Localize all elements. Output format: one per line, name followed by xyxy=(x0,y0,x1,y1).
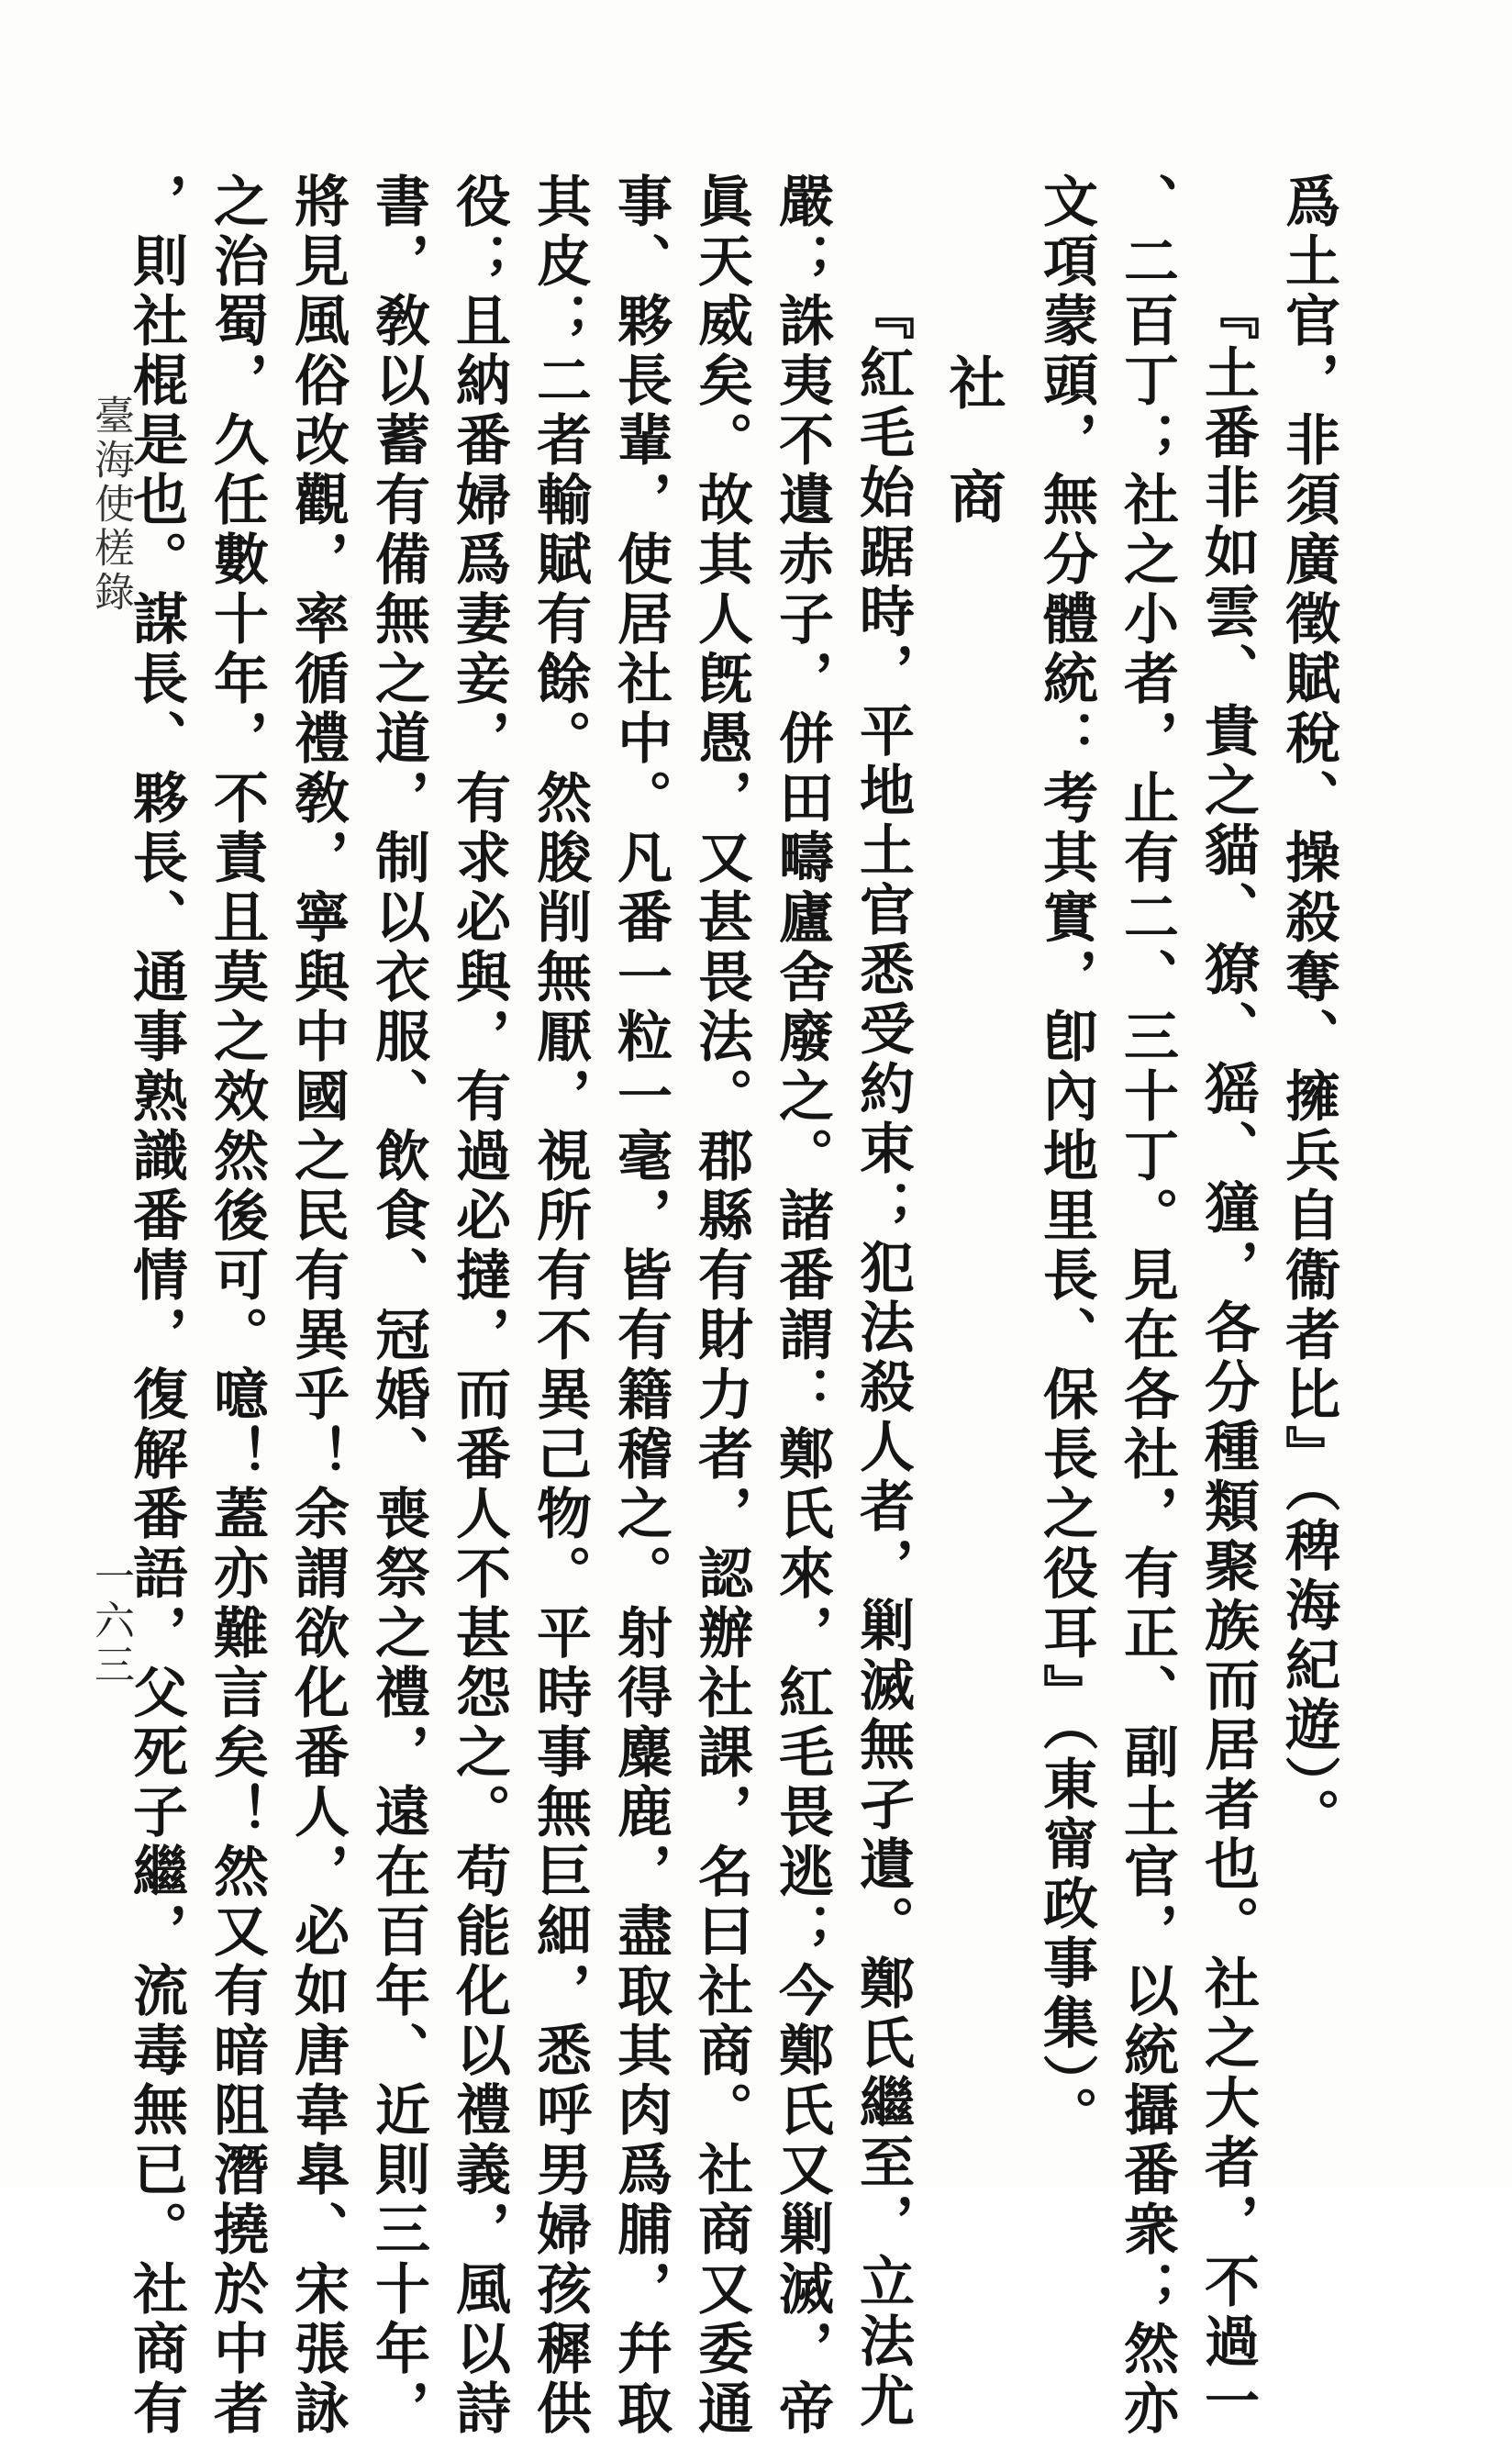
section-heading: 社商 xyxy=(939,353,1006,581)
text-column-7: 眞天威矣。故其人旣愚，又甚畏法。郡縣有財力者，認辦社課，名曰社商。社商又委通 xyxy=(689,173,753,2439)
text-column-1: 爲土官，非須廣徵賦稅、操殺奪、擁兵自衞者比』（稗海紀遊）。 xyxy=(1276,173,1340,1847)
running-title: 臺海使槎錄 xyxy=(87,395,134,615)
text-column-12: 將見風俗改觀，率循禮敎，寧與中國之民有異乎！余謂欲化番人，必如唐韋臯、宋張詠 xyxy=(285,173,350,2439)
text-column-14: ，則社棍是也。謀長、夥長、通事熟識番情，復解番語，父死子繼，流毒無已。社商有 xyxy=(124,173,188,2439)
text-column-9: 其皮；二者輸賦有餘。然朘削無厭，視所有不異己物。平時事無巨細，悉呼男婦孩穉供 xyxy=(528,173,592,2439)
text-column-3: 、二百丁；社之小者，止有二、三十丁。見在各社，有正、副土官，以統攝番衆；然亦 xyxy=(1115,173,1179,2439)
text-column-10: 役；且納番婦爲妻妾，有求必與，有過必撻，而番人不甚怨之。苟能化以禮義，風以詩 xyxy=(447,173,511,2439)
text-column-2: 『土番非如雲、貴之貓、獠、猺、獞，各分種類聚族而居者也。社之大者，不過一 xyxy=(1195,284,1260,2432)
text-column-5: 『紅毛始踞時，平地土官悉受約束；犯法殺人者，剿滅無孑遺。鄭氏繼至，立法尤 xyxy=(850,284,915,2432)
text-column-11: 書，敎以蓄有備無之道，制以衣服、飲食、冠婚、喪祭之禮，遠在百年、近則三十年， xyxy=(366,173,430,2439)
text-column-13: 之治蜀，久任數十年，不責且莫之效然後可。噫！蓋亦難言矣！然又有暗阻潛撓於中者 xyxy=(205,173,269,2439)
page-number: 一六三 xyxy=(87,1555,134,1687)
text-column-6: 嚴；誅夷不遺赤子，併田疇廬舍廢之。諸番謂：鄭氏來，紅毛畏逃；今鄭氏又剿滅，帝 xyxy=(770,173,834,2439)
text-column-8: 事、夥長輩，使居社中。凡番一粒一毫，皆有籍稽之。射得麋鹿，盡取其肉爲脯，幷取 xyxy=(608,173,673,2439)
text-column-4: 文項蒙頭，無分體統：考其實，卽內地里長、保長之役耳』（東甯政事集）。 xyxy=(1034,173,1098,2145)
